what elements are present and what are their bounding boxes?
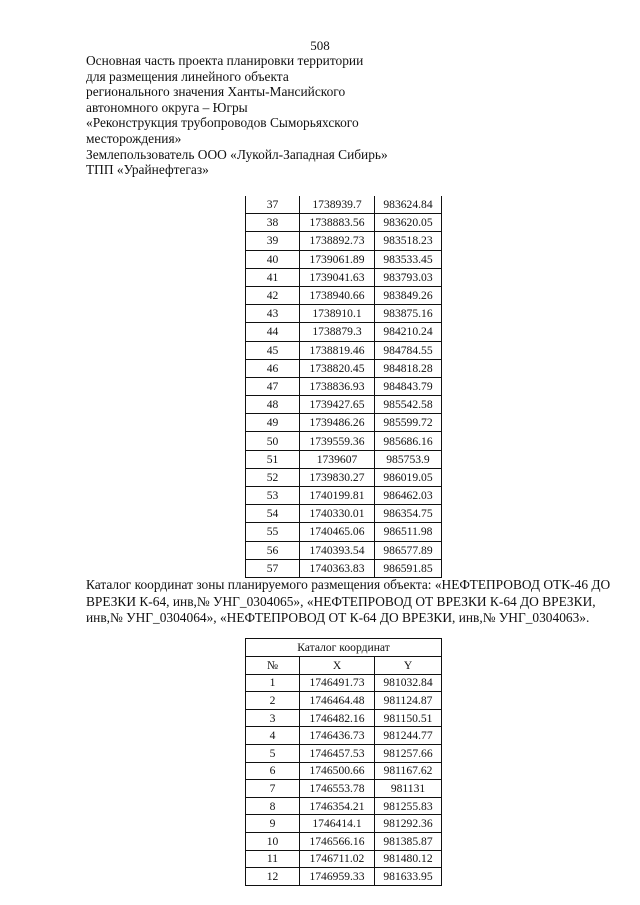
table-row	[246, 832, 442, 850]
y-coordinate-cell: 986511.98	[375, 523, 442, 541]
catalog-description	[86, 577, 611, 627]
column-header-y: Y	[375, 657, 442, 675]
y-coordinate-cell: 984210.24	[375, 323, 442, 341]
y-coordinate-cell: 981124.87	[375, 692, 442, 710]
coordinates-table-continued	[245, 196, 442, 578]
point-number-cell: 39	[246, 232, 300, 250]
table-caption: Каталог координат	[246, 639, 442, 657]
y-coordinate-cell: 985599.72	[375, 414, 442, 432]
y-coordinate-cell: 986462.03	[375, 487, 442, 505]
y-coordinate-cell: 981150.51	[375, 709, 442, 727]
point-number-cell: 4	[246, 727, 300, 745]
table-row	[246, 523, 442, 541]
table-row	[246, 468, 442, 486]
point-number-cell: 41	[246, 268, 300, 286]
x-coordinate-cell: 1746482.16	[300, 709, 375, 727]
x-coordinate-cell: 1746464.48	[300, 692, 375, 710]
point-number-cell: 46	[246, 359, 300, 377]
x-coordinate-cell: 1740393.54	[300, 541, 375, 559]
y-coordinate-cell: 983793.03	[375, 268, 442, 286]
table-body	[246, 674, 442, 885]
table-row	[246, 250, 442, 268]
point-number-cell: 54	[246, 505, 300, 523]
x-coordinate-cell: 1740363.83	[300, 559, 375, 577]
point-number-cell: 38	[246, 214, 300, 232]
table-row	[246, 377, 442, 395]
x-coordinate-cell: 1740199.81	[300, 487, 375, 505]
table-row	[246, 815, 442, 833]
table-row	[246, 396, 442, 414]
x-coordinate-cell: 1739486.26	[300, 414, 375, 432]
x-coordinate-cell: 1738820.45	[300, 359, 375, 377]
table-row	[246, 559, 442, 577]
x-coordinate-cell: 1738910.1	[300, 305, 375, 323]
point-number-cell: 3	[246, 709, 300, 727]
table-row	[246, 797, 442, 815]
y-coordinate-cell: 984843.79	[375, 377, 442, 395]
point-number-cell: 48	[246, 396, 300, 414]
x-coordinate-cell: 1738879.3	[300, 323, 375, 341]
table-row	[246, 868, 442, 886]
y-coordinate-cell: 986019.05	[375, 468, 442, 486]
x-coordinate-cell: 1740330.01	[300, 505, 375, 523]
y-coordinate-cell: 981257.66	[375, 744, 442, 762]
table-row	[246, 744, 442, 762]
table-row	[246, 341, 442, 359]
header-row	[246, 657, 442, 675]
point-number-cell: 10	[246, 832, 300, 850]
y-coordinate-cell: 981032.84	[375, 674, 442, 692]
table-row	[246, 505, 442, 523]
x-coordinate-cell: 1739061.89	[300, 250, 375, 268]
x-coordinate-cell: 1746711.02	[300, 850, 375, 868]
point-number-cell: 42	[246, 286, 300, 304]
point-number-cell: 37	[246, 196, 300, 214]
point-number-cell: 12	[246, 868, 300, 886]
y-coordinate-cell: 985753.9	[375, 450, 442, 468]
y-coordinate-cell: 981292.36	[375, 815, 442, 833]
x-coordinate-cell: 1746354.21	[300, 797, 375, 815]
coordinates-catalog-table	[245, 638, 442, 886]
point-number-cell: 8	[246, 797, 300, 815]
x-coordinate-cell: 1746457.53	[300, 744, 375, 762]
table-body	[246, 196, 442, 577]
caption-row	[246, 639, 442, 657]
table-row	[246, 727, 442, 745]
point-number-cell: 51	[246, 450, 300, 468]
header-line: месторождения»	[86, 130, 182, 146]
table-row	[246, 450, 442, 468]
x-coordinate-cell: 1738939.7	[300, 196, 375, 214]
table-row	[246, 709, 442, 727]
y-coordinate-cell: 986354.75	[375, 505, 442, 523]
y-coordinate-cell: 984818.28	[375, 359, 442, 377]
x-coordinate-cell: 1738892.73	[300, 232, 375, 250]
header-line: «Реконструкция трубопроводов Сыморьяхского	[86, 115, 359, 131]
x-coordinate-cell: 1738883.56	[300, 214, 375, 232]
table-row	[246, 232, 442, 250]
y-coordinate-cell: 981633.95	[375, 868, 442, 886]
y-coordinate-cell: 983533.45	[375, 250, 442, 268]
point-number-cell: 47	[246, 377, 300, 395]
x-coordinate-cell: 1738836.93	[300, 377, 375, 395]
point-number-cell: 2	[246, 692, 300, 710]
x-coordinate-cell: 1746500.66	[300, 762, 375, 780]
x-coordinate-cell: 1746566.16	[300, 832, 375, 850]
point-number-cell: 5	[246, 744, 300, 762]
table-row	[246, 780, 442, 798]
x-coordinate-cell: 1746491.73	[300, 674, 375, 692]
catalog-line: инв,№ УНГ_0304064», «НЕФТЕПРОВОД ОТ К-64 ДО ВРЕЗКИ, инв,№ УНГ_0304063».	[86, 610, 590, 625]
header-line: регионального значения Ханты-Мансийского	[86, 84, 346, 100]
table-row	[246, 286, 442, 304]
point-number-cell: 7	[246, 780, 300, 798]
y-coordinate-cell: 981131	[375, 780, 442, 798]
table-row	[246, 196, 442, 214]
y-coordinate-cell: 985686.16	[375, 432, 442, 450]
point-number-cell: 50	[246, 432, 300, 450]
y-coordinate-cell: 981255.83	[375, 797, 442, 815]
y-coordinate-cell: 983849.26	[375, 286, 442, 304]
table-row	[246, 541, 442, 559]
x-coordinate-cell: 1740465.06	[300, 523, 375, 541]
x-coordinate-cell: 1739559.36	[300, 432, 375, 450]
table-row	[246, 323, 442, 341]
table-row	[246, 305, 442, 323]
y-coordinate-cell: 984784.55	[375, 341, 442, 359]
point-number-cell: 45	[246, 341, 300, 359]
y-coordinate-cell: 983620.05	[375, 214, 442, 232]
table-row	[246, 692, 442, 710]
header-line: для размещения линейного объекта	[86, 68, 289, 84]
point-number-cell: 55	[246, 523, 300, 541]
point-number-cell: 49	[246, 414, 300, 432]
point-number-cell: 9	[246, 815, 300, 833]
x-coordinate-cell: 1738819.46	[300, 341, 375, 359]
x-coordinate-cell: 1746959.33	[300, 868, 375, 886]
y-coordinate-cell: 981244.77	[375, 727, 442, 745]
point-number-cell: 53	[246, 487, 300, 505]
point-number-cell: 40	[246, 250, 300, 268]
x-coordinate-cell: 1739041.63	[300, 268, 375, 286]
header-line: Основная часть проекта планировки территории	[86, 53, 364, 68]
header-line: ТПП «Урайнефтегаз»	[86, 162, 209, 178]
y-coordinate-cell: 986577.89	[375, 541, 442, 559]
table-row	[246, 414, 442, 432]
point-number-cell: 43	[246, 305, 300, 323]
y-coordinate-cell: 983518.23	[375, 232, 442, 250]
page-number: 508	[310, 38, 330, 53]
y-coordinate-cell: 981167.62	[375, 762, 442, 780]
x-coordinate-cell: 1739830.27	[300, 468, 375, 486]
point-number-cell: 44	[246, 323, 300, 341]
x-coordinate-cell: 1746436.73	[300, 727, 375, 745]
y-coordinate-cell: 983875.16	[375, 305, 442, 323]
table-row	[246, 359, 442, 377]
point-number-cell: 57	[246, 559, 300, 577]
table-row	[246, 850, 442, 868]
table-row	[246, 268, 442, 286]
x-coordinate-cell: 1739607	[300, 450, 375, 468]
y-coordinate-cell: 981385.87	[375, 832, 442, 850]
catalog-line: Каталог координат зоны планируемого размещения объекта: «НЕФТЕПРОВОД ОТК-46 ДО	[86, 577, 611, 592]
header-line: Землепользователь ООО «Лукойл-Западная Сибирь»	[86, 146, 388, 162]
y-coordinate-cell: 983624.84	[375, 196, 442, 214]
x-coordinate-cell: 1746414.1	[300, 815, 375, 833]
y-coordinate-cell: 986591.85	[375, 559, 442, 577]
table-head	[246, 639, 442, 675]
y-coordinate-cell: 985542.58	[375, 396, 442, 414]
table-row	[246, 214, 442, 232]
point-number-cell: 6	[246, 762, 300, 780]
catalog-line: ВРЕЗКИ К-64, инв,№ УНГ_0304065», «НЕФТЕПРОВОД ОТ ВРЕЗКИ К-64 ДО ВРЕЗКИ,	[86, 593, 596, 609]
point-number-cell: 52	[246, 468, 300, 486]
table-row	[246, 762, 442, 780]
table-row	[246, 674, 442, 692]
point-number-cell: 11	[246, 850, 300, 868]
column-header-x: X	[300, 657, 375, 675]
x-coordinate-cell: 1739427.65	[300, 396, 375, 414]
table-row	[246, 432, 442, 450]
table-row	[246, 487, 442, 505]
document-header	[86, 53, 466, 178]
x-coordinate-cell: 1746553.78	[300, 780, 375, 798]
y-coordinate-cell: 981480.12	[375, 850, 442, 868]
header-line: автономного округа – Югры	[86, 99, 248, 115]
point-number-cell: 1	[246, 674, 300, 692]
column-header-number: №	[246, 657, 300, 675]
point-number-cell: 56	[246, 541, 300, 559]
x-coordinate-cell: 1738940.66	[300, 286, 375, 304]
